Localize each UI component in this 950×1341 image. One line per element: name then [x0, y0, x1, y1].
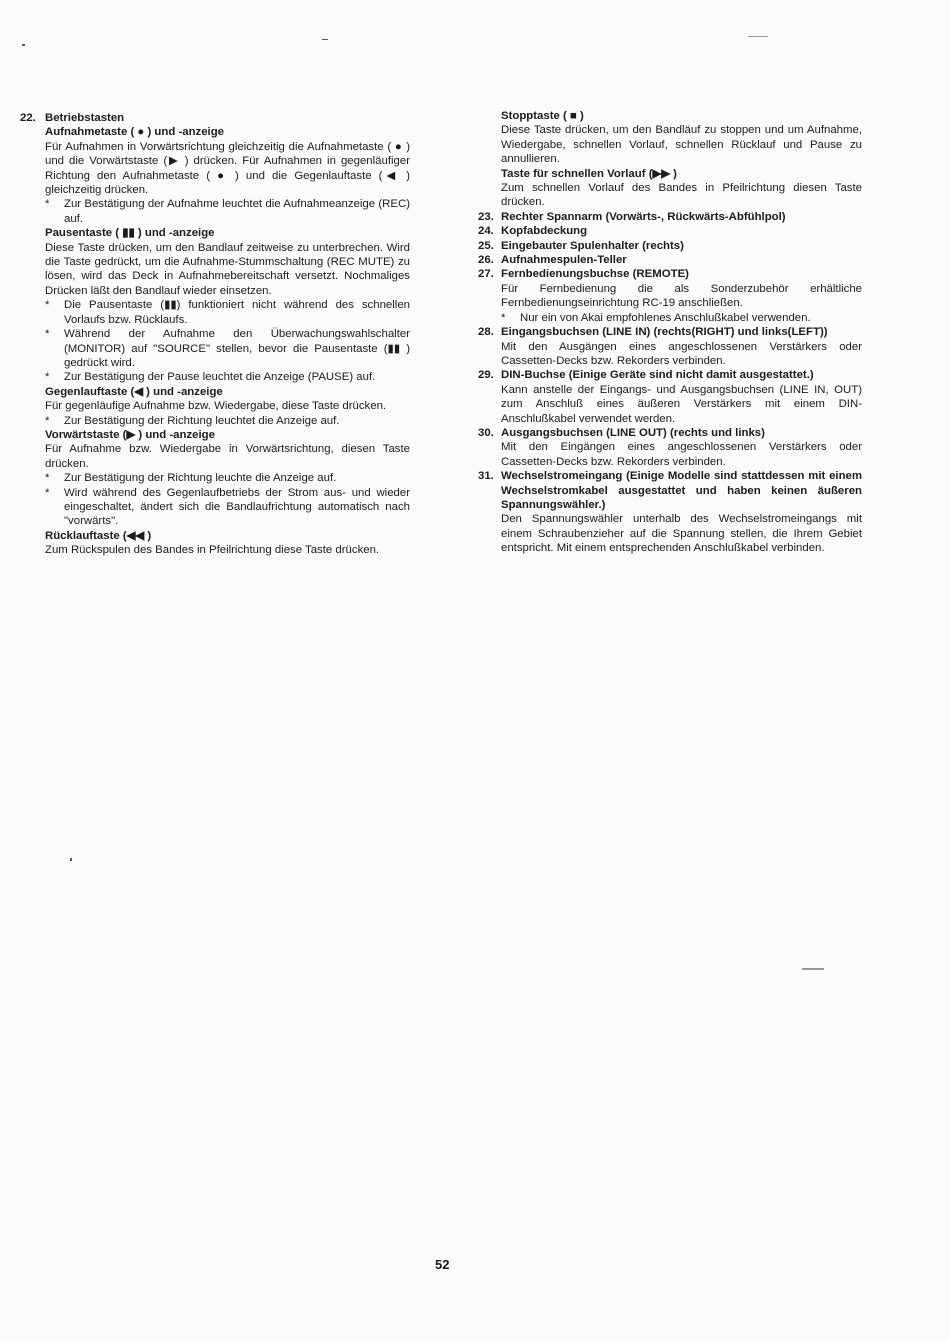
section-text: Mit den Eingängen eines angeschlossenen Verstärkers oder Cassetten-Decks bzw. Rekorders verbinden. [501, 441, 862, 468]
page-number: 52 [435, 1257, 450, 1272]
section-number: 25. [478, 239, 494, 252]
section-title: Eingebauter Spulenhalter (rechts) [501, 239, 684, 252]
forward-heading: Vorwärtstaste (▶ ) und -anzeige [45, 428, 215, 441]
stop-text: Diese Taste drücken, um den Bandläuf zu stoppen und um Aufnahme, Wiedergabe, schnellen Vorlauf, schnellen Rücklauf und Pause zu annullieren. [501, 124, 862, 166]
section-number: 26. [478, 254, 494, 267]
section-text: Für Fernbedienung die als Sonderzubehör erhältliche Fernbedienungseinrichtung RC-19 anschließen. [501, 282, 862, 310]
left-column [20, 111, 410, 558]
scan-speck [22, 44, 25, 46]
section-number: 28. [478, 326, 494, 339]
section-text: Den Spannungswähler unterhalb des Wechselstromeingangs mit einem Schraubenzieher auf die Spannung stellen, die Ihrem Gebiet entspricht. Mit einem entsprechenden Anschlußkabel verbinden. [501, 513, 862, 555]
section-25 [478, 239, 862, 253]
right-column [478, 109, 862, 556]
scan-speck [70, 858, 72, 861]
section-30 [478, 426, 862, 469]
rewind-button-block [45, 529, 410, 558]
fast-forward-heading: Taste für schnellen Vorlauf (▶▶ ) [501, 167, 677, 180]
rewind-text: Zum Rückspulen des Bandes in Pfeilrichtung diese Taste drücken. [45, 544, 380, 557]
scan-speck [322, 39, 328, 40]
section-title: Rechter Spannarm (Vorwärts-, Rückwärts-Abfühlpol) [501, 210, 786, 223]
section-24 [478, 224, 862, 238]
section-number: 22. [20, 112, 36, 124]
section-number: 30. [478, 426, 494, 439]
reverse-button-block [45, 385, 410, 428]
stop-button-block [478, 109, 862, 167]
section-26 [478, 253, 862, 267]
reverse-heading: Gegenlauftaste (◀ ) und -anzeige [45, 385, 223, 398]
section-28 [478, 325, 862, 368]
section-title: Betriebstasten [45, 112, 125, 124]
scan-speck [748, 36, 768, 37]
pause-button-block [45, 226, 410, 384]
reverse-text: Für gegenläufige Aufnahme bzw. Wiedergabe, diese Taste drücken. [45, 400, 387, 413]
section-number: 29. [478, 369, 494, 382]
section-number: 27. [478, 268, 494, 281]
record-heading: Aufnahmetaste ( ● ) und -anzeige [45, 126, 225, 139]
section-22 [20, 111, 410, 558]
forward-note: * Zur Bestätigung der Richtung leuchte die Anzeige auf. [45, 471, 410, 485]
section-text: Mit den Ausgängen eines angeschlossenen Verstärkers oder Cassetten-Decks bzw. Rekorders verbinden. [501, 340, 862, 367]
section-note: * Nur ein von Akai empfohlenes Anschlußkabel verwenden. [501, 311, 862, 325]
section-title: Fernbedienungsbuchse (REMOTE) [501, 268, 689, 281]
section-title: Ausgangsbuchsen (LINE OUT) (rechts und links) [501, 426, 765, 439]
forward-button-block [45, 428, 410, 529]
section-title: Wechselstromeingang (Einige Modelle sind stattdessen mit einem Wechselstromkabel ausgestattet und haben keinen äußeren Spannungswähler.) [501, 470, 862, 511]
section-title: DIN-Buchse (Einige Geräte sind nicht damit ausgestattet.) [501, 369, 814, 382]
forward-note: * Wird während des Gegenlaufbetriebs der Strom aus- und wieder eingeschaltet, ändert sich die Bandlaufrichtung automatisch nach "vorwärts". [45, 486, 410, 529]
section-number: 24. [478, 225, 494, 238]
fast-forward-block [478, 167, 862, 210]
section-31 [478, 469, 862, 555]
pause-note: * Die Pausentaste (▮▮) funktioniert nicht während des schnellen Vorlaufs bzw. Rücklaufs. [45, 298, 410, 327]
section-text: Kann anstelle der Eingangs- und Ausgangsbuchsen (LINE IN, OUT) zum Anschluß eines äußeren Verstärkers mit einem DIN-Anschlußkabel verwendet werden. [501, 383, 862, 425]
forward-text: Für Aufnahme bzw. Wiedergabe in Vorwärtsrichtung, diesen Taste drücken. [45, 443, 410, 470]
section-23 [478, 210, 862, 224]
section-29 [478, 368, 862, 426]
section-27 [478, 267, 862, 325]
record-text: Für Aufnahmen in Vorwärtsrichtung gleichzeitig die Aufnahmetaste ( ● ) und die Vorwärtstaste (▶ ) drücken. Für Aufnahmen in gegenläufiger Richtung den Aufnahmetaste ( ● ) und die Gegenlauftaste (◀ ) gleichzeitig drücken. [45, 140, 410, 197]
section-title: Aufnahmespulen-Teller [501, 254, 627, 267]
section-title: Eingangsbuchsen (LINE IN) (rechts(RIGHT) und links(LEFT)) [501, 326, 828, 339]
section-number: 23. [478, 210, 494, 223]
section-title: Kopfabdeckung [501, 225, 588, 238]
reverse-note: * Zur Bestätigung der Richtung leuchtet die Anzeige auf. [45, 414, 410, 428]
rewind-heading: Rücklauftaste (◀◀ ) [45, 529, 152, 542]
stop-heading: Stopptaste ( ■ ) [501, 110, 584, 122]
fast-forward-text: Zum schnellen Vorlauf des Bandes in Pfeilrichtung diesen Taste drücken. [501, 182, 862, 209]
record-note: * Zur Bestätigung der Aufnahme leuchtet die Aufnahmeanzeige (REC) auf. [45, 197, 410, 226]
pause-note: * Zur Bestätigung der Pause leuchtet die Anzeige (PAUSE) auf. [45, 370, 410, 384]
pause-note: * Während der Aufnahme den Überwachungswahlschalter (MONITOR) auf "SOURCE" stellen, bevor die Pausentaste (▮▮ ) gedrückt wird. [45, 327, 410, 370]
section-number: 31. [478, 470, 494, 483]
pause-text: Diese Taste drücken, um den Bandlauf zeitweise zu unterbrechen. Wird die Taste gedrückt, um die Aufnahme-Stummschaltung (REC MUTE) zu lösen, wird das Deck in Aufnahmebereitschaft versetzt. Nochmaliges Drücken läßt den Bandlauf wieder einsetzen. [45, 241, 410, 297]
scan-speck [802, 968, 824, 970]
pause-heading: Pausentaste ( ▮▮ ) und -anzeige [45, 227, 215, 240]
record-button-block [45, 125, 410, 226]
